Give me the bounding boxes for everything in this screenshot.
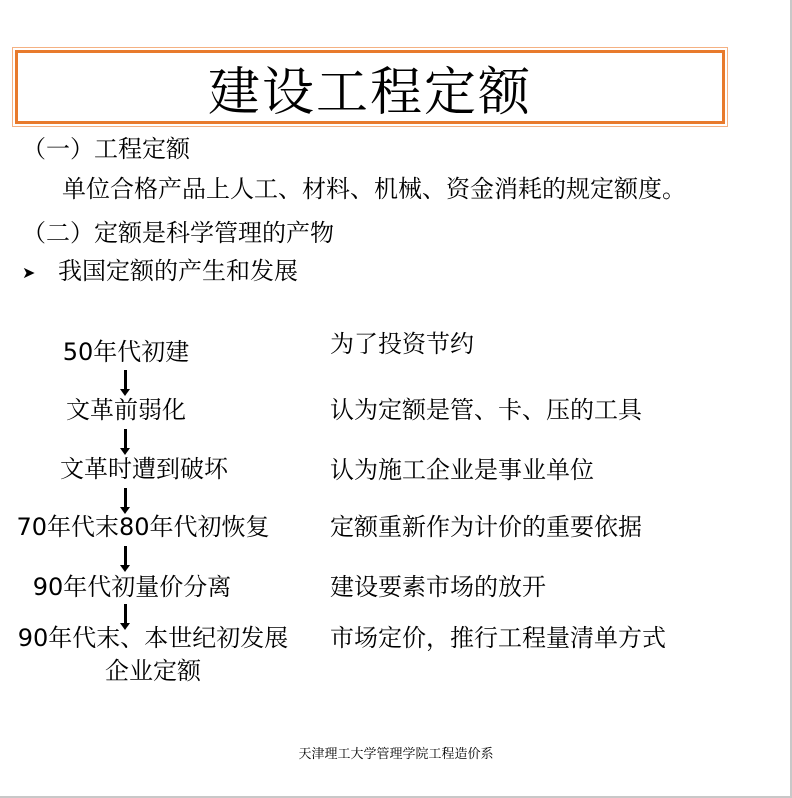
section1-heading: （一）工程定额 [22, 135, 190, 163]
timeline-stage-6-line2: 企业定额 [105, 657, 201, 685]
section2-heading: （二）定额是科学管理的产物 [22, 219, 334, 247]
timeline-stage-1: 50年代初建 [62, 338, 190, 366]
down-arrow-icon [124, 429, 127, 449]
title-box [15, 50, 725, 124]
timeline-stage-3: 文革时遭到破坏 [60, 455, 228, 483]
page-title: 建设工程定额 [207, 62, 532, 123]
timeline-desc-2: 认为定额是管、卡、压的工具 [330, 396, 642, 424]
down-arrow-icon [124, 370, 127, 390]
timeline-desc-4: 定额重新作为计价的重要依据 [330, 513, 642, 541]
section1-definition: 单位合格产品上人工、材料、机械、资金消耗的规定额度。 [62, 175, 686, 203]
timeline-desc-5: 建设要素市场的放开 [330, 573, 546, 601]
timeline-desc-6: 市场定价，推行工程量清单方式 [330, 624, 666, 652]
timeline-stage-5: 90年代初量价分离 [32, 573, 232, 601]
down-arrow-icon [124, 604, 127, 624]
timeline-stage-4: 70年代末80年代初恢复 [16, 513, 270, 541]
bullet-text: 我国定额的产生和发展 [58, 257, 298, 285]
timeline-desc-3: 认为施工企业是事业单位 [330, 456, 594, 484]
down-arrow-icon [124, 546, 127, 566]
timeline-stage-2: 文革前弱化 [66, 396, 186, 424]
timeline-stage-6: 90年代末、本世纪初发展 [17, 624, 289, 652]
timeline-desc-1: 为了投资节约 [330, 330, 474, 358]
down-arrow-icon [124, 488, 127, 508]
arrow-bullet-icon: ➤ [22, 263, 36, 282]
footer-text: 天津理工大学管理学院工程造价系 [298, 747, 494, 762]
